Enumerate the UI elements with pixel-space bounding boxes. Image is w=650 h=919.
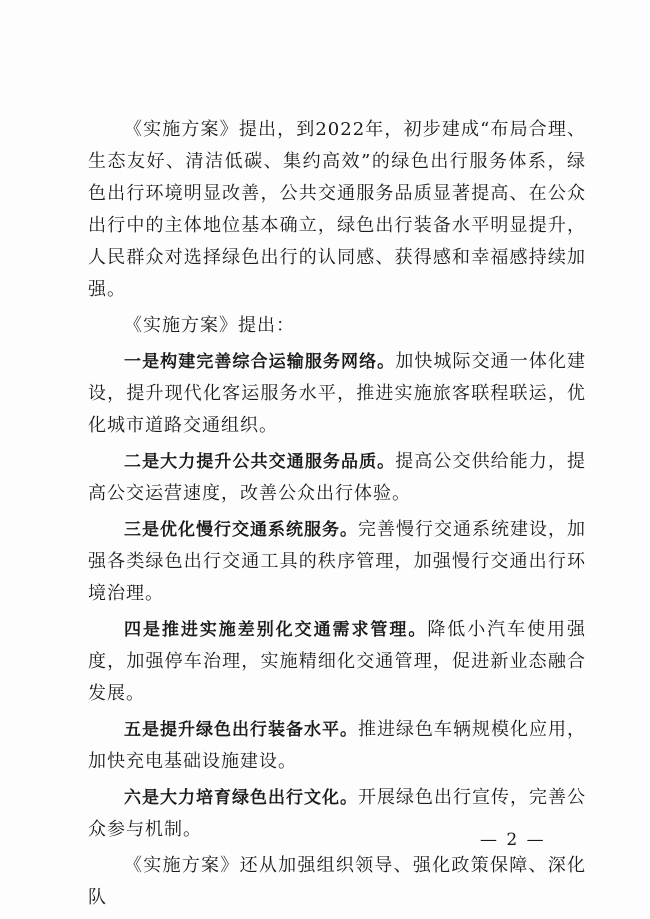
paragraph xyxy=(88,850,586,914)
page-number: — 2 — xyxy=(480,830,546,850)
paragraph-lead: 二是大力提升公共交通服务品质。 xyxy=(124,452,396,472)
paragraph-lead: 五是提升绿色出行装备水平。 xyxy=(124,720,358,740)
paragraph-text: 完善慢行交通系统建设，加强各类绿色出行交通工具的秩序管理，加强慢行交通出行环境治理。 xyxy=(88,519,586,604)
paragraph xyxy=(88,614,586,710)
paragraph-text: 《实施方案》提出： xyxy=(124,315,295,336)
paragraph-lead: 六是大力培育绿色出行文化。 xyxy=(124,788,358,808)
paragraph-text: 《实施方案》还从加强组织领导、强化政策保障、深化队 xyxy=(88,855,586,908)
paragraph-text: 提高公交供给能力，提高公交运营速度，改善公众出行体验。 xyxy=(88,451,586,504)
paragraph-text: 推进绿色车辆规模化应用，加快充电基础设施建设。 xyxy=(88,719,586,772)
paragraph-text: 开展绿色出行宣传，完善公众参与机制。 xyxy=(88,787,586,840)
paragraph-text: 降低小汽车使用强度，加强停车治理，实施精细化交通管理，促进新业态融合发展。 xyxy=(88,619,587,704)
paragraph xyxy=(88,514,586,610)
body-text xyxy=(88,114,586,918)
paragraph xyxy=(88,714,586,778)
paragraph xyxy=(88,346,586,442)
paragraph xyxy=(88,446,586,510)
paragraph-text: 加快城际交通一体化建设，提升现代化客运服务水平，推进实施旅客联程联运，优化城市道路交通组织。 xyxy=(88,351,586,436)
paragraph xyxy=(88,310,586,342)
paragraph xyxy=(88,114,586,306)
paragraph-lead: 一是构建完善综合运输服务网络。 xyxy=(124,352,396,372)
paragraph-lead: 三是优化慢行交通系统服务。 xyxy=(124,520,358,540)
paragraph-text: 《实施方案》提出，到2022年，初步建成“布局合理、生态友好、清洁低碳、集约高效”的绿色出行服务体系，绿色出行环境明显改善，公共交通服务品质显著提高、在公众出行中的主体地位基本确立，绿色出行装备水平明显提升，人民群众对选择绿色出行的认同感、获得感和幸福感持续加强。 xyxy=(88,119,586,300)
paragraph-lead: 四是推进实施差别化交通需求管理。 xyxy=(124,620,428,640)
